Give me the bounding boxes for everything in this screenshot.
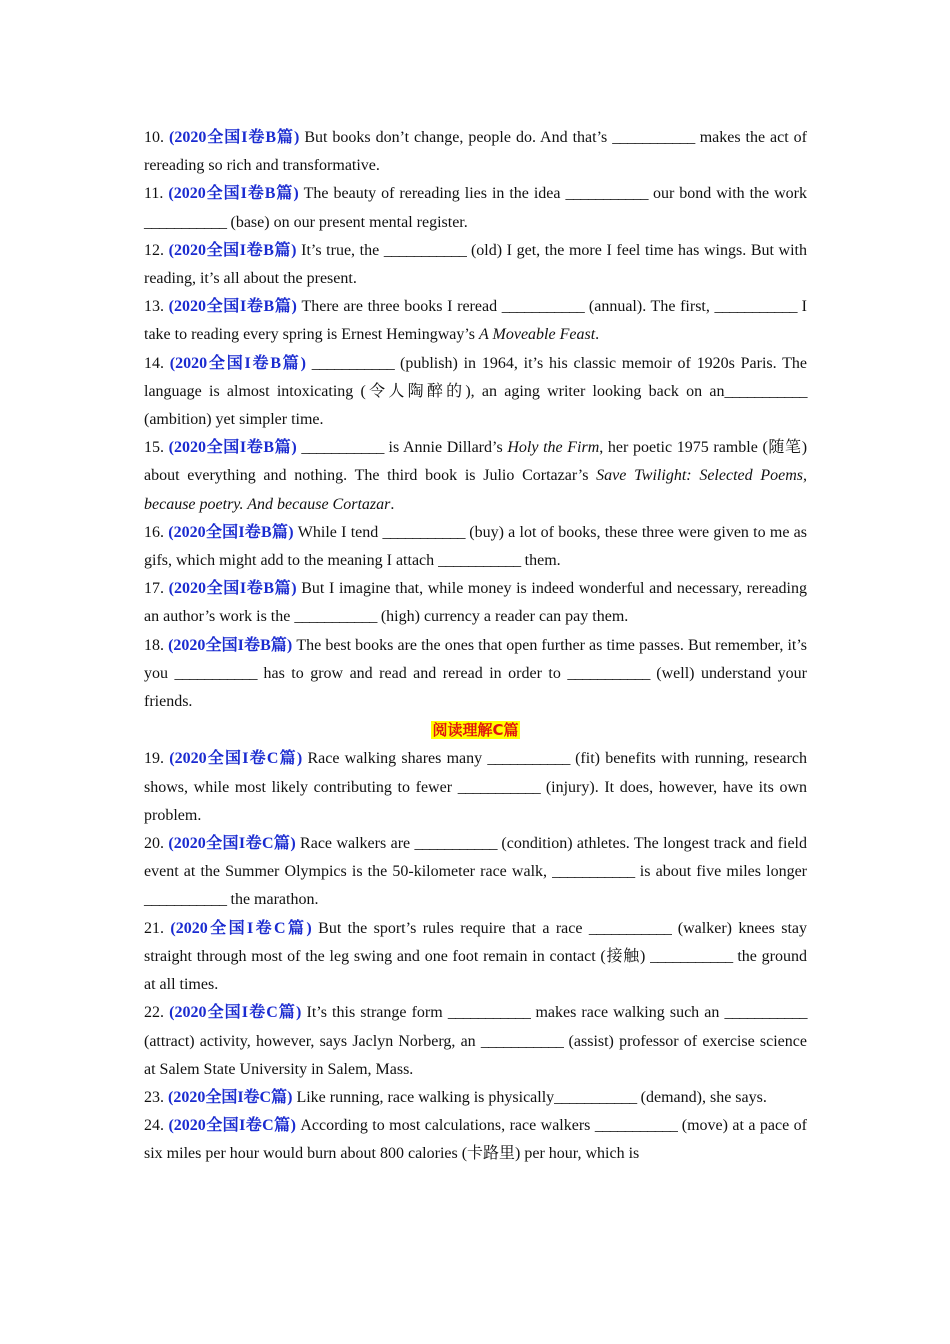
- question-text: (old) I get, the more I feel time has wings. But with reading, it’s all about the present.: [144, 241, 808, 288]
- question-number: 14.: [144, 354, 170, 372]
- answer-blank: ___________: [724, 382, 807, 400]
- question-text: (annual). The first,: [584, 298, 715, 316]
- question-text: (ambition) yet simpler time.: [144, 411, 324, 429]
- question-text: (injury). It does, however, have its own problem.: [144, 778, 807, 824]
- question-text: .: [595, 326, 600, 344]
- question-text: makes the act of rereading so rich and transformative.: [144, 129, 808, 175]
- answer-blank: ___________: [552, 863, 635, 881]
- question-text: .: [390, 495, 395, 513]
- question-item: [144, 124, 807, 180]
- question-text: (publish) in 1964, it’s his classic memoir of 1920s Paris. The language is almost intoxicating (令人陶醉的), an aging writer looking back on an: [144, 354, 807, 400]
- answer-blank: ___________: [144, 213, 227, 231]
- answer-blank: ___________: [565, 185, 648, 203]
- question-text: has to grow and read and reread in order to: [256, 664, 568, 682]
- answer-blank: ___________: [174, 664, 257, 682]
- question-source: (2020全国I卷C篇): [170, 919, 312, 937]
- question-text: The beauty of rereading lies in the idea: [298, 185, 566, 203]
- question-source: (2020全国I卷B篇): [168, 298, 297, 316]
- answer-blank: ___________: [144, 891, 227, 909]
- question-source: (2020全国I卷C篇): [168, 1088, 293, 1106]
- question-number: 16.: [144, 523, 169, 541]
- question-number: 23.: [144, 1088, 168, 1106]
- answer-blank: ___________: [480, 1032, 564, 1050]
- document-page: [144, 124, 807, 1169]
- question-source: (2020全国I卷B篇): [168, 439, 297, 457]
- answer-blank: ___________: [311, 354, 395, 372]
- answer-blank: ___________: [714, 298, 798, 316]
- answer-blank: ___________: [438, 552, 521, 570]
- question-text: (buy) a lot of books, these three were given to me as gifs, which might add to the meaning I attach: [144, 523, 807, 570]
- question-number: 19.: [144, 750, 170, 768]
- question-text: According to most calculations, race walkers: [295, 1117, 595, 1135]
- question-item: [144, 1084, 807, 1112]
- question-text: the marathon.: [226, 891, 319, 909]
- question-number: 11.: [144, 185, 169, 203]
- answer-blank: ___________: [383, 241, 467, 259]
- section-title: 阅读理解C篇: [432, 721, 519, 740]
- answer-blank: ___________: [414, 835, 498, 853]
- answer-blank: ___________: [650, 947, 733, 965]
- question-source: (2020全国I卷B篇): [168, 523, 294, 541]
- question-text: is Annie Dillard’s: [383, 439, 508, 457]
- question-number: 13.: [144, 298, 169, 316]
- question-text: The best books are the ones that open further as time passes. But remember, it’s you: [144, 636, 808, 682]
- question-number: 21.: [144, 919, 171, 937]
- question-source: (2020全国I卷C篇): [169, 1004, 302, 1022]
- question-source: (2020全国I卷B篇): [168, 129, 300, 146]
- question-number: 24.: [144, 1117, 169, 1135]
- answer-blank: ___________: [382, 523, 466, 541]
- question-text: the ground at all times.: [144, 947, 807, 994]
- question-number: 10.: [144, 129, 169, 146]
- question-text: (demand), she says.: [636, 1088, 767, 1106]
- question-text: (well) understand your friends.: [144, 664, 807, 711]
- question-text: is about five miles longer: [634, 863, 807, 881]
- question-source: (2020全国I卷B篇): [168, 636, 293, 654]
- question-text: (high) currency a reader can pay them.: [376, 608, 629, 626]
- answer-blank: ___________: [567, 664, 650, 682]
- answer-blank: ___________: [447, 1004, 531, 1022]
- section-heading: [144, 716, 807, 745]
- question-source: (2020全国I卷C篇): [168, 835, 296, 853]
- question-number: 15.: [144, 439, 169, 457]
- question-item: [144, 350, 807, 435]
- answer-blank: ___________: [588, 919, 672, 937]
- question-text: It’s this strange form: [301, 1004, 448, 1022]
- answer-blank: ___________: [457, 778, 541, 796]
- question-source: (2020全国I卷B篇): [169, 354, 306, 372]
- question-text: them.: [520, 552, 561, 570]
- question-text: But the sport’s rules require that a race: [311, 919, 589, 937]
- answer-blank: ___________: [612, 129, 695, 146]
- question-text: It’s true, the: [296, 241, 384, 259]
- question-item: [144, 632, 807, 717]
- answer-blank: ___________: [294, 608, 377, 626]
- question-text: Race walking shares many: [302, 750, 488, 768]
- question-text: , her poetic 1975 ramble (随笔) about everything and nothing. The third book is Julio Cortazar’s: [144, 439, 808, 485]
- answer-blank: ___________: [594, 1117, 678, 1135]
- book-title: A Moveable Feast: [479, 326, 596, 344]
- question-item: [144, 830, 807, 915]
- answer-blank: ___________: [487, 750, 570, 768]
- question-text: But books don’t change, people do. And that’s: [299, 129, 613, 146]
- question-text: There are three books I reread: [296, 298, 502, 316]
- question-list-b: [144, 124, 807, 716]
- question-number: 18.: [144, 636, 169, 654]
- question-text: our bond with the work: [647, 185, 808, 203]
- question-text: makes race walking such an: [530, 1004, 725, 1022]
- question-item: [144, 999, 807, 1084]
- question-number: 20.: [144, 835, 169, 853]
- question-text: Race walkers are: [295, 835, 415, 853]
- question-text: I take to reading every spring is Ernest Hemingway’s: [144, 298, 808, 344]
- question-text: Like running, race walking is physically: [292, 1088, 555, 1106]
- question-number: 12.: [144, 241, 169, 259]
- question-item: [144, 434, 807, 519]
- question-text: But I imagine that, while money is indeed wonderful and necessary, rereading an author’s work is the: [144, 580, 808, 626]
- question-source: (2020全国I卷B篇): [168, 241, 297, 259]
- question-text: (attract) activity, however, says Jaclyn Norberg, an: [144, 1032, 481, 1050]
- question-list-c: [144, 745, 807, 1168]
- answer-blank: ___________: [301, 439, 384, 457]
- question-text: (condition) athletes. The longest track and field event at the Summer Olympics is the 50-kilometer race walk,: [144, 835, 807, 881]
- question-source: (2020全国I卷C篇): [168, 1117, 296, 1135]
- question-source: (2020全国I卷B篇): [168, 185, 299, 203]
- question-text: (walker) knees stay straight through most of the leg swing and one foot remain in contact (接触): [144, 919, 808, 965]
- question-number: 17.: [144, 580, 169, 598]
- book-title: Save Twilight: Selected Poems, because poetry. And because Cortazar: [144, 467, 807, 513]
- question-item: [144, 575, 807, 631]
- question-text: (fit) benefits with running, research shows, while most likely contributing to fewer: [144, 750, 808, 796]
- question-text: (move) at a pace of six miles per hour would burn about 800 calories (卡路里) per hour, which is: [144, 1117, 807, 1163]
- question-item: [144, 915, 807, 1000]
- answer-blank: ___________: [501, 298, 585, 316]
- question-text: (assist) professor of exercise science at Salem State University in Salem, Mass.: [144, 1032, 807, 1078]
- question-item: [144, 519, 807, 575]
- question-item: [144, 180, 807, 236]
- question-text: (base) on our present mental register.: [226, 213, 468, 231]
- book-title: Holy the Firm: [507, 439, 600, 457]
- question-number: 22.: [144, 1004, 170, 1022]
- question-item: [144, 237, 807, 293]
- question-item: [144, 745, 807, 830]
- question-item: [144, 1112, 807, 1168]
- question-source: (2020全国I卷C篇): [169, 750, 303, 768]
- question-source: (2020全国I卷B篇): [168, 580, 297, 598]
- answer-blank: ___________: [724, 1004, 808, 1022]
- question-item: [144, 293, 807, 349]
- answer-blank: ___________: [554, 1088, 637, 1106]
- question-text: While I tend: [293, 523, 383, 541]
